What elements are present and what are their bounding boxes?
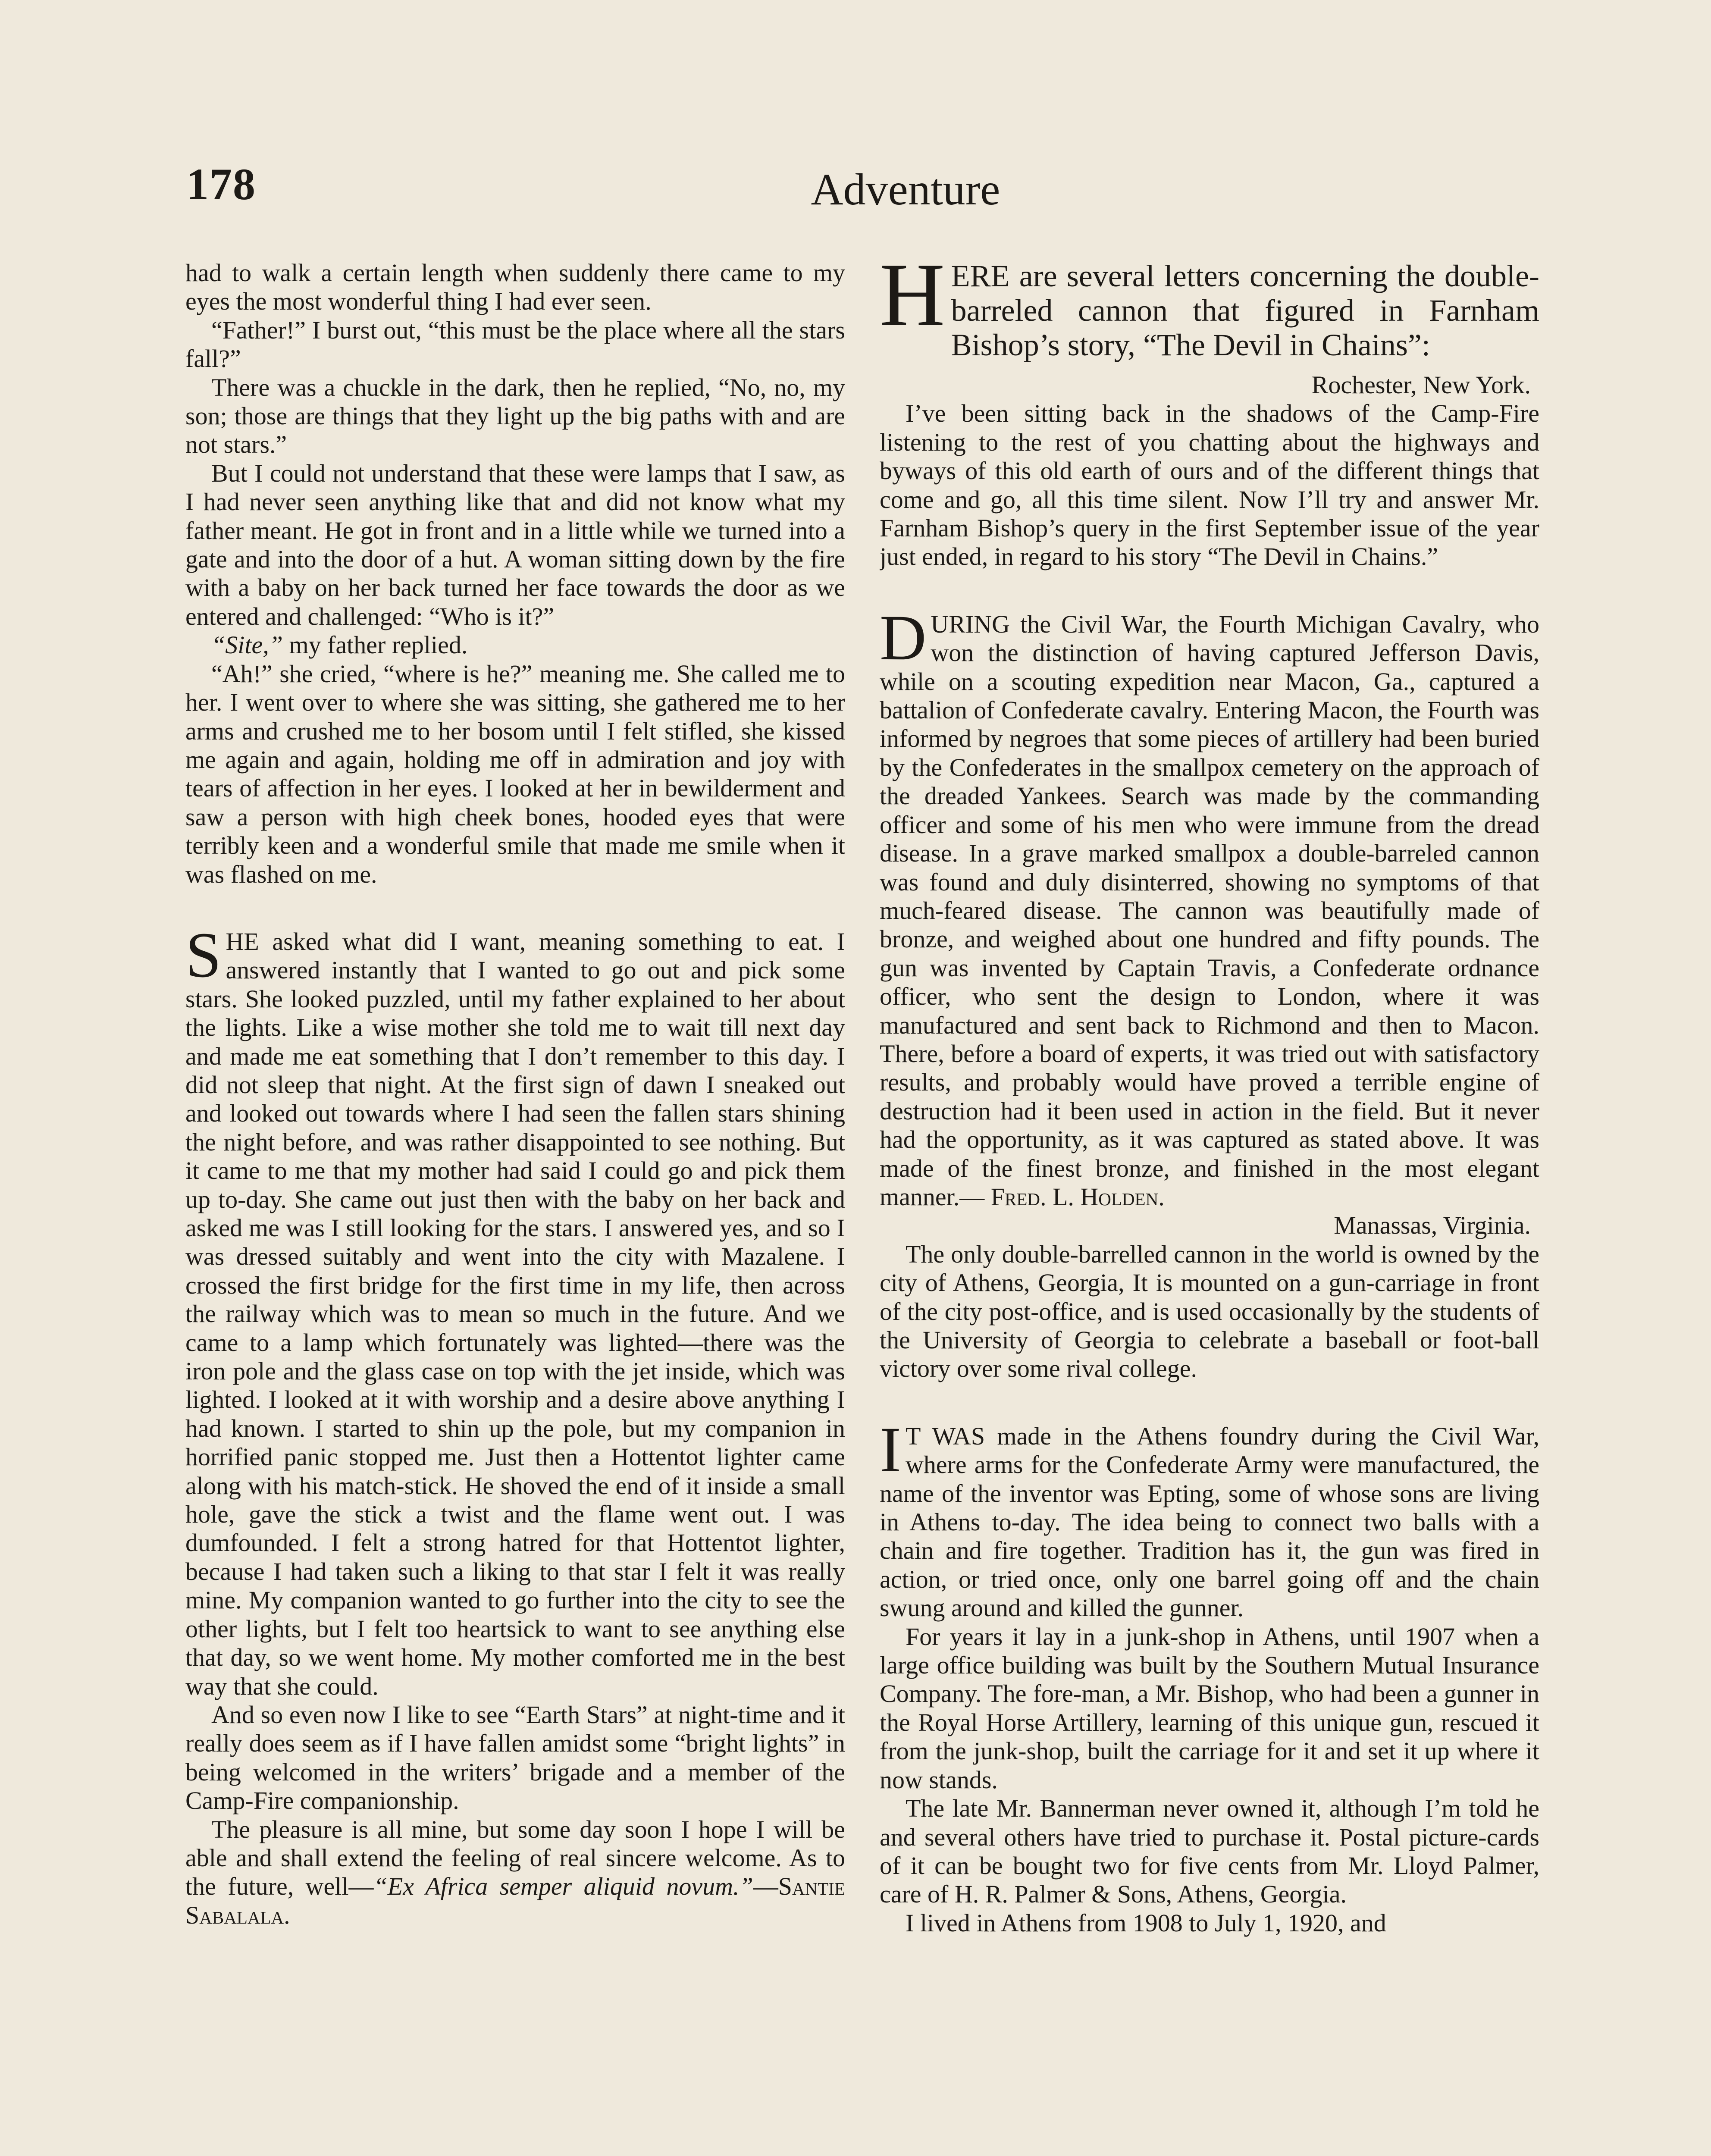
paragraph: The only double-barrelled cannon in the world is owned by the city of Athens, Georgia, It is mounted on a gun-carriage in front of the city post-office, and is used occasionally by the students of the University of Georgia to celebrate a baseball or foot-ball victory over some rival college. bbox=[880, 1240, 1539, 1383]
section-paragraph bbox=[880, 1413, 1539, 1623]
paragraph: For years it lay in a junk-shop in Athens, until 1907 when a large office building was built by the Southern Mutual Insurance Company. The fore-man, a Mr. Bishop, who had been a gunner in the Royal Horse Artillery, learning of this unique gun, rescued it from the junk-shop, built the carriage for it and set it up where it now stands. bbox=[880, 1622, 1539, 1794]
section-paragraph bbox=[880, 602, 1539, 1212]
dateline: Manassas, Virginia. bbox=[1334, 1211, 1531, 1240]
paragraph-text: T WAS made in the Athens foundry during the Civil War, where arms for the Confederate Army were manufactured, the name of the inventor was Epting, some of whose sons are living in Athens to-day. The idea being to connect two balls with a chain and fire together. Tradition has it, the gun was fired in action, or tried once, only one barrel going off and the chain swung around and killed the gunner. bbox=[880, 1422, 1539, 1622]
paragraph-text: The pleasure is all mine, but some day soon I hope I will be able and shall extend the feeling of real sincere welcome. As to the future, well— bbox=[185, 1815, 845, 1901]
paragraph: There was a chuckle in the dark, then he replied, “No, no, my son; those are things that they light up the big paths with and are not stars.” bbox=[185, 373, 845, 459]
paragraph: I lived in Athens from 1908 to July 1, 1920, and bbox=[906, 1908, 1386, 1937]
paragraph-text: ERE are several letters concerning the double-barreled cannon that figured in Farnham Bishop’s story, “The Devil in Chains”: bbox=[951, 259, 1539, 362]
paragraph: I’ve been sitting back in the shadows of the Camp-Fire listening to the rest of you chatting about the highways and byways of this old earth of ours and of the different things that come and go, all this time silent. Now I’ll try and answer Mr. Farnham Bishop’s query in the first September issue of the year just ended, in regard to his story “The Devil in Chains.” bbox=[880, 399, 1539, 571]
paragraph: “Father!” I burst out, “this must be the place where all the stars fall?” bbox=[185, 316, 845, 373]
latin-quote: “Ex Africa semper aliquid novum.” bbox=[373, 1872, 753, 1901]
drop-cap: H bbox=[880, 259, 945, 345]
intro-paragraph bbox=[880, 259, 1539, 362]
running-head: Adventure bbox=[811, 165, 1000, 214]
paragraph: “Ah!” she cried, “where is he?” meaning me. She called me to her. I went over to where she was sitting, she gathered me to her arms and crushed me to her bosom until I felt stifled, she kissed me again and again, holding me off in admiration and joy with tears of affection in her eyes. I looked at her in bewilderment and saw a person with high cheek bones, hooded eyes that were terribly keen and a wonderful smile that made me smile when it was flashed on me. bbox=[185, 659, 845, 888]
italic-word: “Site,” bbox=[211, 631, 283, 659]
page-number: 178 bbox=[186, 160, 256, 209]
signature: Fred. L. Holden. bbox=[990, 1182, 1165, 1211]
section-paragraph bbox=[185, 919, 845, 1701]
left-column bbox=[185, 259, 845, 2156]
drop-cap: I bbox=[880, 1413, 901, 1485]
dateline: Rochester, New York. bbox=[1311, 371, 1531, 399]
paragraph: But I could not understand that these were lamps that I saw, as I had never seen anything like that and did not know what my father meant. He got in front and in a little while we turned into a gate and into the door of a hut. A woman sitting down by the fire with a baby on her back turned her face towards the door as we entered and challenged: “Who is it?” bbox=[185, 459, 845, 630]
page-header bbox=[0, 0, 1711, 241]
drop-cap: S bbox=[185, 919, 222, 991]
paragraph-text: my father replied. bbox=[283, 631, 468, 659]
paragraph: And so even now I like to see “Earth Stars” at night-time and it really does seem as if I have fallen amidst some “bright lights” in being welcomed in the writers’ brigade and a member of the Camp-Fire companionship. bbox=[185, 1700, 845, 1815]
drop-cap: D bbox=[880, 602, 927, 674]
paragraph-text: HE asked what did I want, meaning something to eat. I answered instantly that I wanted to go out and pick some stars. She looked puzzled, until my father explained to her about the lights. Like a wise mother she told me to wait till next day and made me eat something that I don’t remember to this day. I did not sleep that night. At the first sign of dawn I sneaked out and looked out towards where I had seen the fallen stars shining the night before, and was rather disappointed to see nothing. But it came to me that my mother had said I could go and pick them up to-day. She came out just then with the baby on her back and asked me was I still looking for the stars. I answered yes, and so I was dressed suitably and went into the city with Mazalene. I crossed the first bridge for the first time in my life, then across the railway which was to mean so much in the future. And we came to a lamp which fortunately was lighted—there was the iron pole and the glass case on top with the jet inside, which was lighted. I looked at it with worship and a desire above anything I had known. I started to shin up the pole, but my companion in horrified panic stopped me. Just then a Hottentot lighter came along with his match-stick. He shoved the end of it inside a small hole, gave the stick a twist and the flame went out. I was dumfounded. I felt a strong hatred for that Hottentot lighter, because I had taken such a liking to that star I felt it was really mine. My companion wanted to go further into the city to see the other lights, but I felt too heartsick to want to see anything else that day, so we went home. My mother comforted me in the best way that she could. bbox=[185, 927, 845, 1700]
right-column bbox=[880, 259, 1539, 2156]
paragraph: The late Mr. Bannerman never owned it, although I’m told he and several others have tried to purchase it. Postal picture-cards of it can be bought two for five cents from Mr. Lloyd Palmer, care of H. R. Palmer & Sons, Athens, Georgia. bbox=[880, 1794, 1539, 1908]
paragraph bbox=[185, 1815, 845, 1930]
paragraph: had to walk a certain length when suddenly there came to my eyes the most wonderful thing I had ever seen. bbox=[185, 259, 845, 316]
paragraph-text: URING the Civil War, the Fourth Michigan Cavalry, who won the distinction of having captured Jefferson Davis, while on a scouting expedition near Macon, Ga., captured a battalion of Confederate cavalry. Entering Macon, the Fourth was informed by negroes that some pieces of artillery had been buried by the Confederates in the smallpox cemetery on the approach of the dreaded Yankees. Search was made by the commanding officer and some of his men who were immune from the dread disease. In a grave marked smallpox a double-barreled cannon was found and duly disinterred, showing no symptoms of that much-feared disease. The cannon was beautifully made of bronze, and weighed about one hundred and fifty pounds. The gun was invented by Captain Travis, a Confederate ordnance officer, who sent the design to London, where it was manufactured and sent back to Richmond and then to Macon. There, before a board of experts, it was tried out with satisfactory results, and probably would have proved a terrible engine of destruction had it been used in action in the field. But it never had the opportunity, as it was captured as stated above. It was made of the finest bronze, and finished in the most elegant manner.— bbox=[880, 610, 1539, 1211]
paragraph bbox=[185, 631, 845, 659]
signature: —Santie Sabalala. bbox=[185, 1872, 845, 1929]
